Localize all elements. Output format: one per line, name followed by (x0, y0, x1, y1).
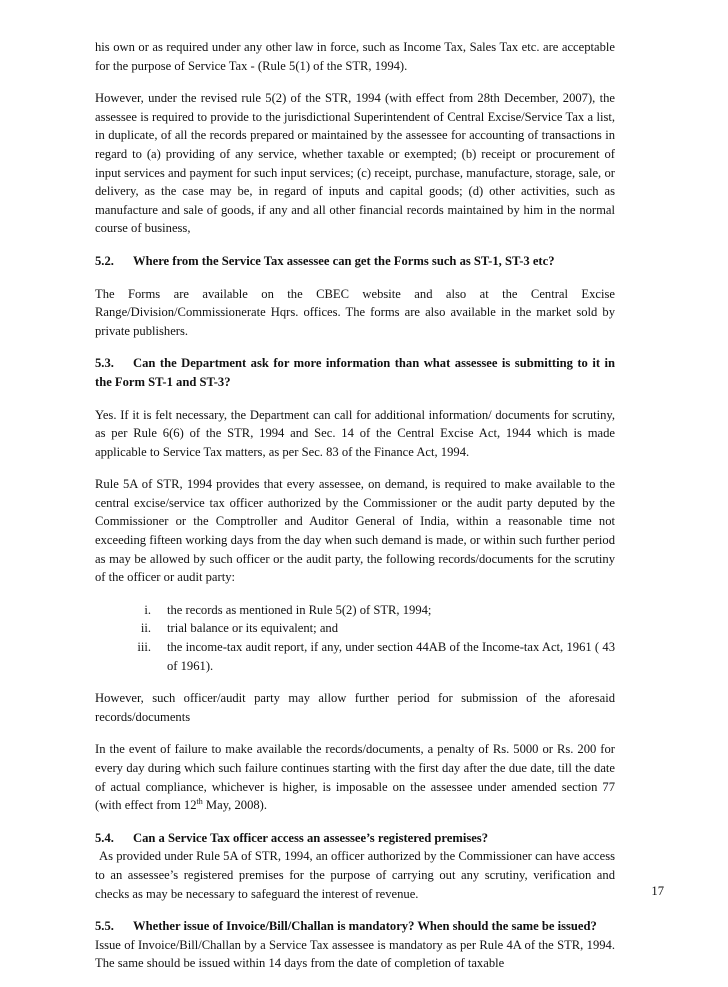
list-item (95, 638, 615, 675)
paragraph-rule-5a: Rule 5A of STR, 1994 provides that every assessee, on demand, is required to make available to the central excise/service tax officer authorized by the Commissioner or the audit party deputed by the Commissioner or the Comptroller and Auditor General of India, within a reasonable time not exceeding fifteen working days from the day when such demand is made, or within such further period as may be allowed by such officer or the audit party, the following records/documents for the scrutiny of the officer or audit party: (95, 477, 615, 585)
paragraph-premises-access-text: As provided under Rule 5A of STR, 1994, an officer authorized by the Commissioner can have access to an assessee’s registered premises for the purpose of carrying out any scrutiny, verification and checks as may be necessary to safeguard the interest of revenue. (95, 849, 615, 901)
list-item-text: the income-tax audit report, if any, under section 44AB of the Income-tax Act, 1961 ( 43 of 1961). (167, 640, 615, 673)
list-item-text: trial balance or its equivalent; and (167, 621, 338, 636)
paragraph-further-period: However, such officer/audit party may allow further period for submission of the aforesaid records/documents (95, 691, 615, 724)
list-item (95, 619, 615, 638)
heading-5-2-text: Where from the Service Tax assessee can get the Forms such as ST-1, ST-3 etc? (133, 253, 555, 268)
heading-5-5-text: Whether issue of Invoice/Bill/Challan is mandatory? When should the same be issued? (133, 919, 597, 934)
paragraph-forms-availability: The Forms are available on the CBEC website and also at the Central Excise Range/Division/Commissionerate Hqrs. offices. The forms are also available in the market sold by private publishers. (95, 286, 615, 338)
paragraph-rule-5-1: his own or as required under any other law in force, such as Income Tax, Sales Tax etc. are acceptable for the purpose of Service Tax - (Rule 5(1) of the STR, 1994). (95, 40, 615, 73)
list-item-numeral: iii. (137, 640, 151, 655)
heading-5-5-number: 5.5. (95, 919, 114, 934)
paragraph-premises-access (95, 847, 615, 903)
heading-5-3-text: Can the Department ask for more information than what assessee is submitting to it in the Form ST-1 and ST-3? (95, 356, 615, 389)
list-item-numeral: i. (144, 602, 151, 617)
heading-5-2 (95, 252, 615, 271)
heading-5-3 (95, 354, 615, 391)
heading-5-4-text: Can a Service Tax officer access an assessee’s registered premises? (133, 830, 489, 845)
heading-5-5 (95, 917, 615, 936)
records-list (95, 601, 615, 675)
list-item-numeral: ii. (140, 621, 151, 636)
page-number: 17 (651, 884, 664, 898)
heading-5-3-number: 5.3. (95, 356, 114, 371)
paragraph-penalty-text-end: May, 2008). (202, 798, 268, 813)
ordinal-superscript: th (196, 797, 203, 806)
paragraph-invoice-mandatory: Issue of Invoice/Bill/Challan by a Service Tax assessee is mandatory as per Rule 4A of the STR, 1994. The same should be issued within 14 days from the date of completion of taxable (95, 937, 615, 971)
paragraph-penalty-text: In the event of failure to make available the records/documents, a penalty of Rs. 5000 or Rs. 200 for every day during which such failure continues starting with the first day after the due date, till the date of actual compliance, whichever is higher, is imposable on the assessee under amended section 77 (with effect from 12 (95, 742, 615, 813)
paragraph-revised-rule-5-2: However, under the revised rule 5(2) of the STR, 1994 (with effect from 28th December, 2007), the assessee is required to provide to the jurisdictional Superintendent of Central Excise/Service Tax a list, in duplicate, of all the records prepared or maintained by the assessee for accounting of transactions in regard to (a) providing of any service, whether taxable or exempted; (b) receipt or procurement of input services and payment for such input services; (c) receipt, purchase, manufacture, storage, sale, or delivery, as the case may be, in regard of inputs and capital goods; (d) other activities, such as manufacture and sale of goods, if any and all other financial records maintained by him in the normal course of business, (95, 91, 615, 236)
list-item (95, 601, 615, 620)
paragraph-additional-information: Yes. If it is felt necessary, the Department can call for additional information/ documents for scrutiny, as per Rule 6(6) of the STR, 1994 and Sec. 14 of the Central Excise Act, 1944 which is made applicable to Service Tax matters, as per Sec. 83 of the Finance Act, 1994. (95, 407, 615, 459)
document-page (95, 38, 615, 987)
heading-5-4 (95, 829, 615, 848)
heading-5-4-number: 5.4. (95, 830, 114, 845)
paragraph-penalty (95, 740, 615, 814)
heading-5-2-number: 5.2. (95, 253, 114, 268)
list-item-text: the records as mentioned in Rule 5(2) of STR, 1994; (167, 602, 432, 617)
